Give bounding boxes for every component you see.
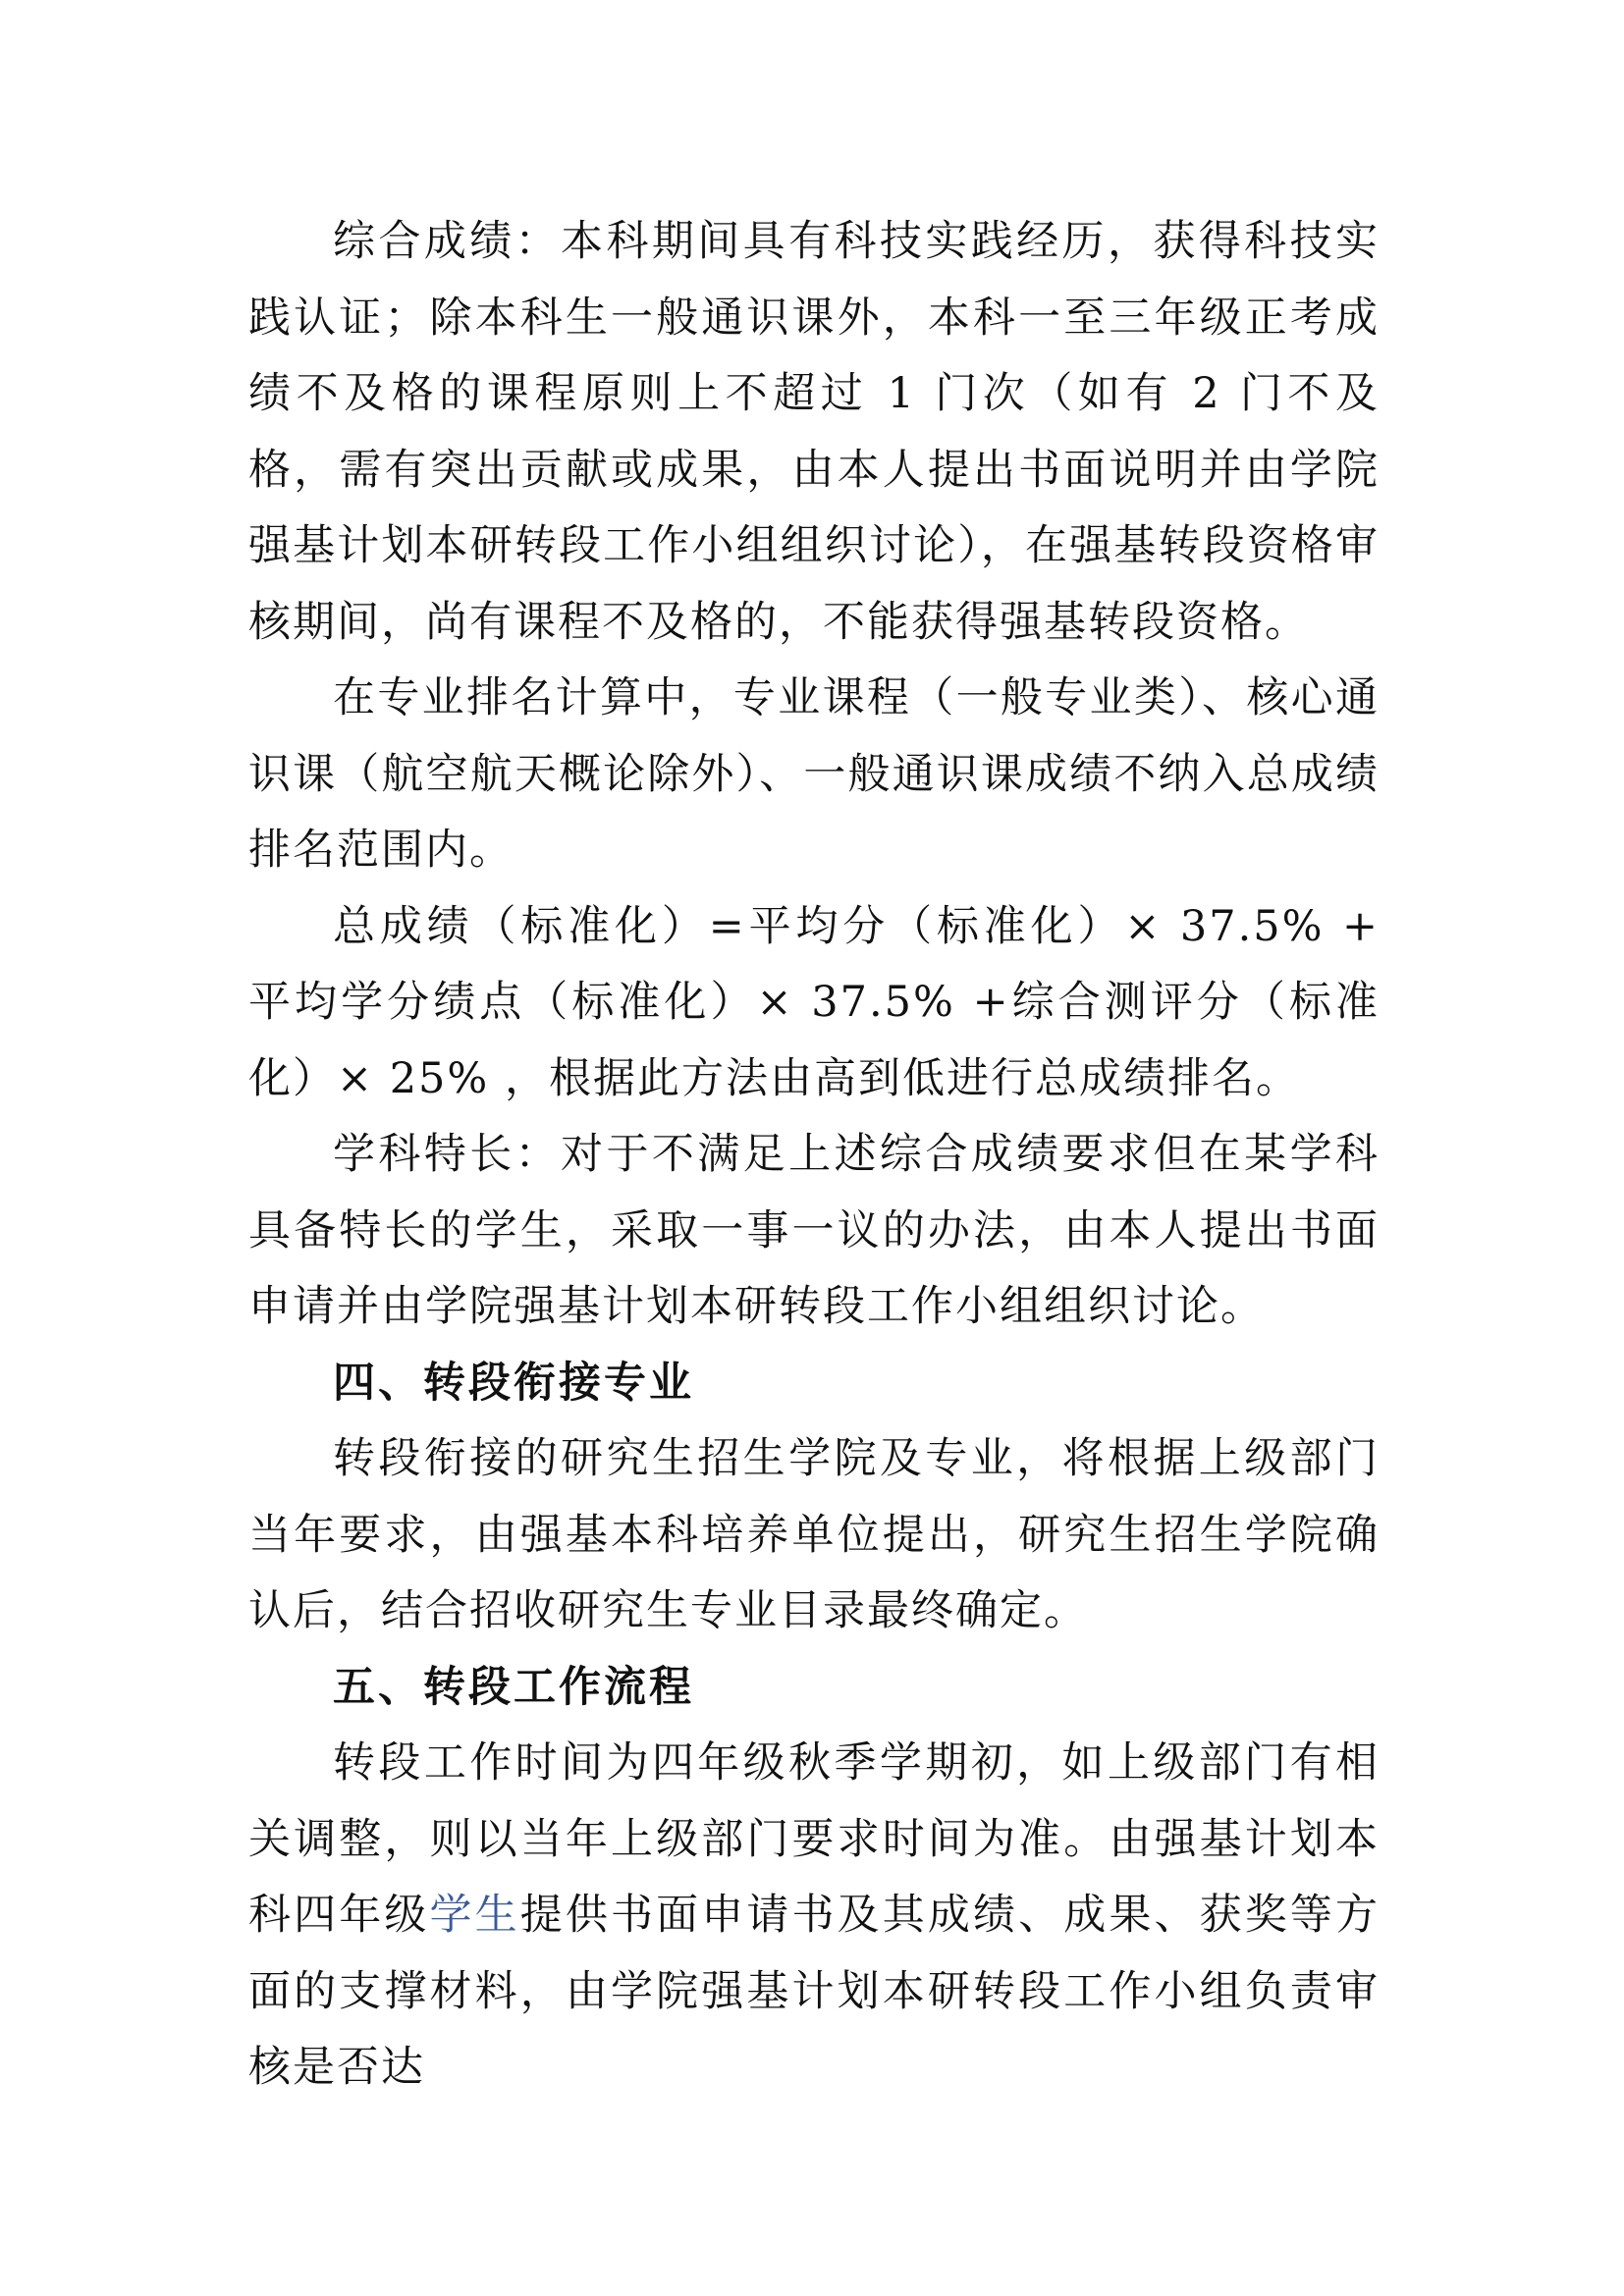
paragraph-transition-process xyxy=(248,1726,1380,2107)
process-text-start: 转段工作时间为四年级秋季学期初，如上级部门有相关调整，则以当年上级部门要求时间为准。由强基计划本科四年级 xyxy=(248,1738,1380,1940)
section-heading-5: 五、转段工作流程 xyxy=(333,1662,694,1712)
section-heading-4: 四、转段衔接专业 xyxy=(333,1358,694,1408)
document-body xyxy=(248,204,1380,2107)
paragraph-total-score-formula: 总成绩（标准化）=平均分（标准化）× 37.5% + 平均学分绩点（标准化）× 37.5% +综合测评分（标准化）× 25% ，根据此方法由高到低进行总成绩排名。 xyxy=(248,901,1380,1103)
paragraph-subject-specialty: 学科特长：对于不满足上述综合成绩要求但在某学科具备特长的学生，采取一事一议的办法，由本人提出书面申请并由学院强基计划本研转段工作小组组织讨论。 xyxy=(248,1130,1380,1331)
paragraph-ranking-scope: 在专业排名计算中，专业课程（一般专业类）、核心通识课（航空航天概论除外）、一般通识课成绩不纳入总成绩排名范围内。 xyxy=(248,673,1380,875)
process-text-end: 提供书面申请书及其成绩、成果、获奖等方面的支撑材料，由学院强基计划本研转段工作小组负责审核是否达 xyxy=(248,1891,1380,2092)
highlighted-word: 学生 xyxy=(429,1891,520,1940)
paragraph-transition-majors: 转段衔接的研究生招生学院及专业，将根据上级部门当年要求，由强基本科培养单位提出，研究生招生学院确认后，结合招收研究生专业目录最终确定。 xyxy=(248,1434,1380,1635)
paragraph-comprehensive-score: 综合成绩：本科期间具有科技实践经历，获得科技实践认证；除本科生一般通识课外，本科一至三年级正考成绩不及格的课程原则上不超过 1 门次（如有 2 门不及格，需有突出贡献或成果，由本人提出书面说明并由学院强基计划本研转段工作小组组织讨论），在强基转段资格审核期间，尚有课程不及格的，不能获得强基转段资格。 xyxy=(248,217,1380,647)
